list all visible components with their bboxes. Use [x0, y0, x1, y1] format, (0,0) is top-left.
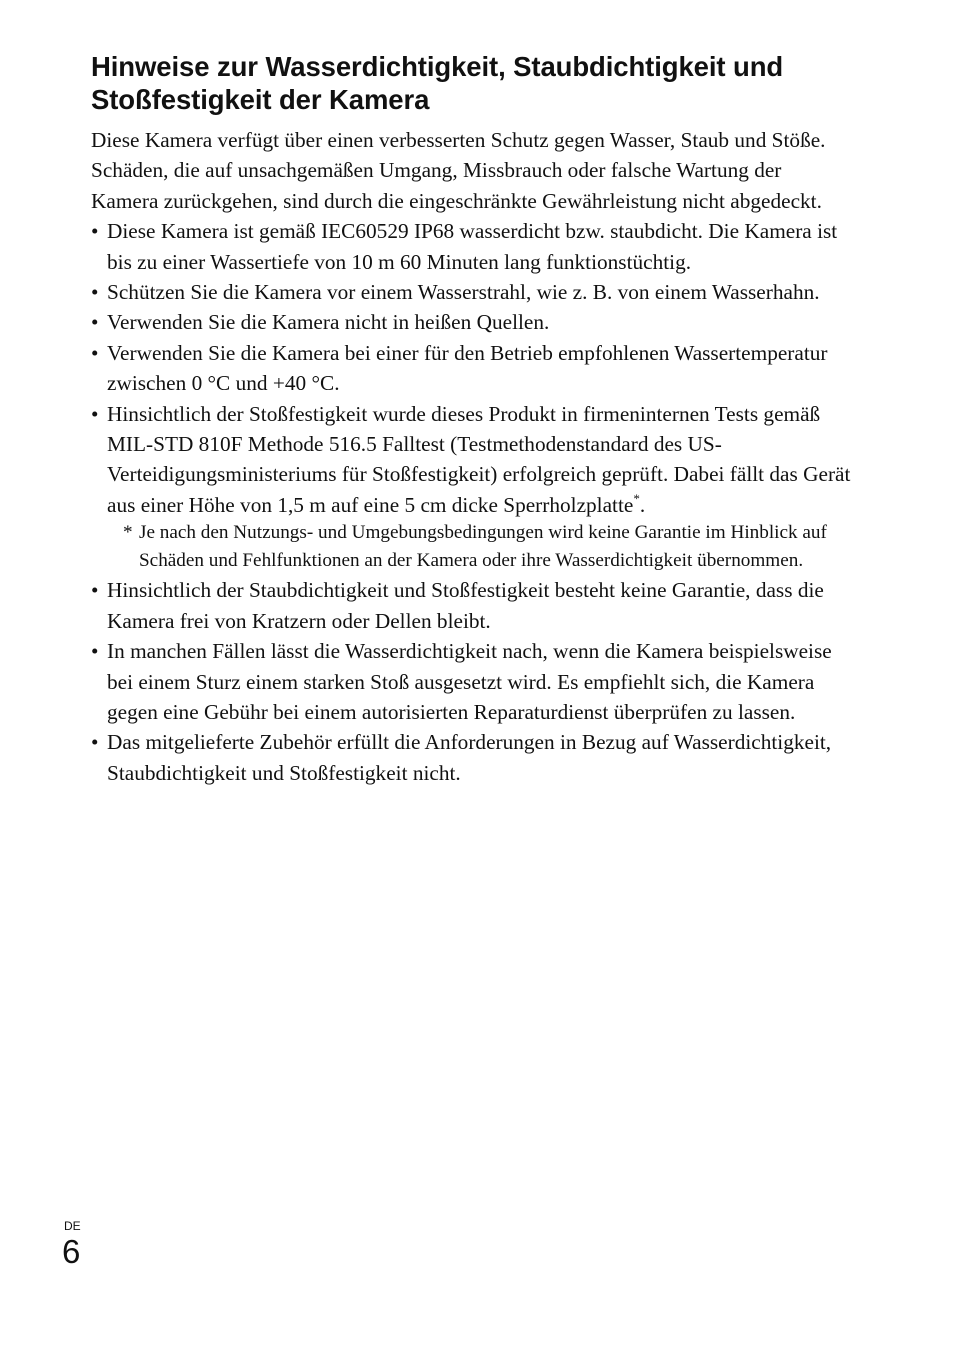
list-item-text: In manchen Fällen lässt die Wasserdichtigkeit nach, wenn die Kamera beispielsweise bei einem Sturz einem starken Stoß ausgesetzt wird. Es empfiehlt sich, die Kamera gegen eine Gebühr bei einem autorisierten Reparaturdienst überprüfen zu lassen. — [107, 639, 832, 724]
page-title: Hinweise zur Wasserdichtigkeit, Staubdichtigkeit und Stoßfestigkeit der Kamera — [91, 51, 784, 115]
list-item — [91, 277, 851, 307]
list-item — [91, 307, 851, 337]
list-item — [91, 727, 851, 788]
footnote-reference: * — [633, 490, 640, 506]
sentence-end: . — [639, 492, 646, 517]
list-item — [91, 575, 851, 636]
list-item — [91, 216, 851, 277]
list-item — [91, 399, 851, 576]
list-item-text: Schützen Sie die Kamera vor einem Wasserstrahl, wie z. B. von einem Wasserhahn. — [107, 280, 820, 305]
page-number: 6 — [62, 1233, 81, 1270]
bullet-marker: • — [91, 639, 99, 664]
footnote-mark: * — [123, 522, 133, 544]
language-code: DE — [64, 1219, 81, 1233]
bullet-marker: • — [91, 401, 99, 426]
bullet-marker: • — [91, 730, 99, 755]
bullet-marker: • — [91, 310, 99, 335]
list-item-text: Verwenden Sie die Kamera nicht in heißen Quellen. — [107, 310, 550, 335]
intro-paragraph: Diese Kamera verfügt über einen verbesserten Schutz gegen Wasser, Staub und Stöße. Schäden, die auf unsachgemäßen Umgang, Missbrauch oder falsche Wartung der Kamera zurückgehen, sind durch die eingeschränkte Gewährleistung nicht abgedeckt. — [91, 128, 826, 213]
bullet-marker: • — [91, 280, 99, 305]
main-content — [91, 125, 851, 788]
list-item-text: Verwenden Sie die Kamera bei einer für den Betrieb empfohlenen Wassertemperatur zwischen 0 °C und +40 °C. — [107, 340, 828, 396]
list-item-text: Diese Kamera ist gemäß IEC60529 IP68 wasserdicht bzw. staubdicht. Die Kamera ist bis zu einer Wassertiefe von 10 m 60 Minuten lang funktionstüchtig. — [107, 219, 838, 274]
list-item — [91, 636, 851, 727]
footnote-text: Je nach den Nutzungs- und Umgebungsbedingungen wird keine Garantie im Hinblick auf Schäden und Fehlfunktionen an der Kamera oder ihre Wasserdichtigkeit übernommen. — [139, 522, 827, 572]
notes-list — [91, 216, 851, 788]
list-item-text: Hinsichtlich der Staubdichtigkeit und Stoßfestigkeit besteht keine Garantie, dass die Kamera frei von Kratzern oder Dellen bleibt. — [107, 578, 824, 633]
bullet-marker: • — [91, 578, 99, 603]
footnote — [107, 519, 851, 575]
list-item — [91, 338, 851, 399]
list-item-text: Hinsichtlich der Stoßfestigkeit wurde dieses Produkt in firmeninternen Tests gemäß MIL-STD 810F Methode 516.5 Falltest (Testmethodenstandard des US-Verteidigungsministeriums für Stoßfestigkeit) erfolgreich geprüft. Dabei fällt das Gerät aus einer Höhe von 1,5 m auf eine 5 cm dicke Sperrholzplatte — [107, 401, 851, 517]
bullet-marker: • — [91, 219, 99, 244]
list-item-text: Das mitgelieferte Zubehör erfüllt die Anforderungen in Bezug auf Wasserdichtigkeit, Staubdichtigkeit und Stoßfestigkeit nicht. — [107, 730, 832, 785]
bullet-marker: • — [91, 340, 99, 365]
